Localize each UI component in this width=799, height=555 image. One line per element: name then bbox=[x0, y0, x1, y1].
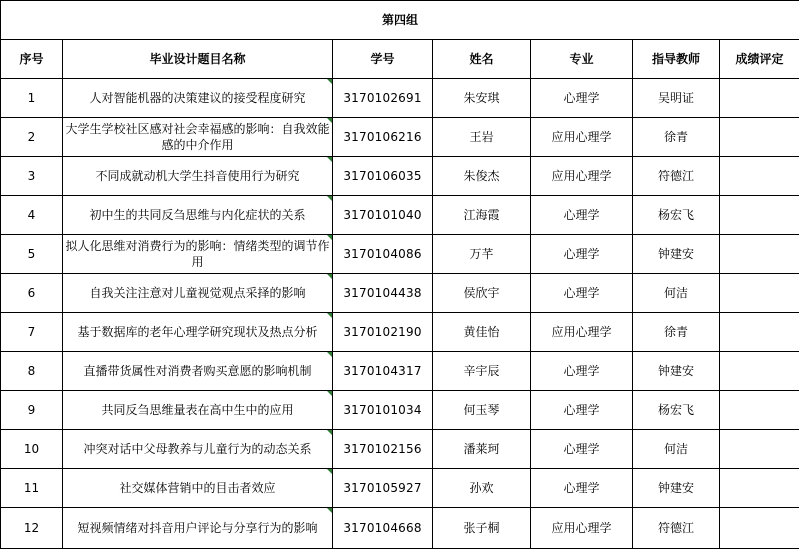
header-major[interactable]: 专业 bbox=[531, 40, 633, 79]
cell-student-id[interactable]: 3170102691 bbox=[333, 79, 433, 118]
cell-advisor[interactable]: 吴明证 bbox=[633, 79, 720, 118]
cell-major[interactable]: 心理学 bbox=[531, 391, 633, 430]
cell-grade[interactable] bbox=[720, 391, 799, 430]
cell-grade[interactable] bbox=[720, 79, 799, 118]
cell-advisor[interactable]: 符德江 bbox=[633, 157, 720, 196]
header-topic[interactable]: 毕业设计题目名称 bbox=[63, 40, 333, 79]
cell-topic[interactable]: 人对智能机器的决策建议的接受程度研究 bbox=[63, 79, 333, 118]
cell-topic[interactable]: 基于数据库的老年心理学研究现状及热点分析 bbox=[63, 313, 333, 352]
cell-advisor[interactable]: 钟建安 bbox=[633, 235, 720, 274]
header-index[interactable]: 序号 bbox=[1, 40, 63, 79]
cell-major[interactable]: 应用心理学 bbox=[531, 118, 633, 157]
cell-topic[interactable]: 大学生学校社区感对社会幸福感的影响：自我效能感的中介作用 bbox=[63, 118, 333, 157]
cell-name[interactable]: 朱俊杰 bbox=[433, 157, 531, 196]
table-row bbox=[1, 274, 799, 313]
cell-student-id[interactable]: 3170102156 bbox=[333, 430, 433, 469]
cell-grade[interactable] bbox=[720, 469, 799, 508]
cell-advisor[interactable]: 钟建安 bbox=[633, 469, 720, 508]
table-row bbox=[1, 508, 799, 549]
cell-name[interactable]: 侯欣宇 bbox=[433, 274, 531, 313]
cell-topic[interactable]: 不同成就动机大学生抖音使用行为研究 bbox=[63, 157, 333, 196]
cell-topic[interactable]: 自我关注注意对儿童视觉观点采择的影响 bbox=[63, 274, 333, 313]
cell-grade[interactable] bbox=[720, 157, 799, 196]
cell-advisor[interactable]: 符德江 bbox=[633, 508, 720, 549]
cell-name[interactable]: 江海霞 bbox=[433, 196, 531, 235]
table-row bbox=[1, 118, 799, 157]
cell-grade[interactable] bbox=[720, 352, 799, 391]
cell-index[interactable]: 3 bbox=[1, 157, 63, 196]
table-row bbox=[1, 352, 799, 391]
cell-name[interactable]: 辛宇辰 bbox=[433, 352, 531, 391]
cell-major[interactable]: 应用心理学 bbox=[531, 157, 633, 196]
cell-name[interactable]: 孙欢 bbox=[433, 469, 531, 508]
cell-index[interactable]: 4 bbox=[1, 196, 63, 235]
cell-name[interactable]: 朱安琪 bbox=[433, 79, 531, 118]
cell-student-id[interactable]: 3170106035 bbox=[333, 157, 433, 196]
cell-student-id[interactable]: 3170101034 bbox=[333, 391, 433, 430]
cell-grade[interactable] bbox=[720, 235, 799, 274]
cell-advisor[interactable]: 杨宏飞 bbox=[633, 391, 720, 430]
cell-grade[interactable] bbox=[720, 430, 799, 469]
cell-index[interactable]: 11 bbox=[1, 469, 63, 508]
cell-name[interactable]: 万芊 bbox=[433, 235, 531, 274]
cell-index[interactable]: 5 bbox=[1, 235, 63, 274]
cell-advisor[interactable]: 何洁 bbox=[633, 430, 720, 469]
table-row bbox=[1, 157, 799, 196]
header-name[interactable]: 姓名 bbox=[433, 40, 531, 79]
title-row bbox=[1, 1, 799, 40]
table-row bbox=[1, 196, 799, 235]
cell-major[interactable]: 心理学 bbox=[531, 235, 633, 274]
cell-index[interactable]: 12 bbox=[1, 508, 63, 549]
cell-major[interactable]: 心理学 bbox=[531, 196, 633, 235]
cell-name[interactable]: 王岩 bbox=[433, 118, 531, 157]
cell-topic[interactable]: 共同反刍思维量表在高中生中的应用 bbox=[63, 391, 333, 430]
cell-topic[interactable]: 拟人化思维对消费行为的影响：情绪类型的调节作用 bbox=[63, 235, 333, 274]
cell-grade[interactable] bbox=[720, 274, 799, 313]
cell-major[interactable]: 心理学 bbox=[531, 469, 633, 508]
cell-topic[interactable]: 短视频情绪对抖音用户评论与分享行为的影响 bbox=[63, 508, 333, 549]
table-row bbox=[1, 79, 799, 118]
cell-advisor[interactable]: 徐青 bbox=[633, 313, 720, 352]
table-row bbox=[1, 430, 799, 469]
cell-name[interactable]: 张子桐 bbox=[433, 508, 531, 549]
table-row bbox=[1, 391, 799, 430]
table-row bbox=[1, 235, 799, 274]
cell-student-id[interactable]: 3170102190 bbox=[333, 313, 433, 352]
header-grade[interactable]: 成绩评定 bbox=[720, 40, 799, 79]
cell-major[interactable]: 心理学 bbox=[531, 79, 633, 118]
cell-topic[interactable]: 初中生的共同反刍思维与内化症状的关系 bbox=[63, 196, 333, 235]
cell-topic[interactable]: 直播带货属性对消费者购买意愿的影响机制 bbox=[63, 352, 333, 391]
cell-index[interactable]: 7 bbox=[1, 313, 63, 352]
cell-name[interactable]: 黄佳怡 bbox=[433, 313, 531, 352]
cell-index[interactable]: 2 bbox=[1, 118, 63, 157]
cell-grade[interactable] bbox=[720, 508, 799, 549]
cell-topic[interactable]: 冲突对话中父母教养与儿童行为的动态关系 bbox=[63, 430, 333, 469]
cell-advisor[interactable]: 徐青 bbox=[633, 118, 720, 157]
cell-index[interactable]: 1 bbox=[1, 79, 63, 118]
cell-name[interactable]: 潘莱珂 bbox=[433, 430, 531, 469]
cell-index[interactable]: 8 bbox=[1, 352, 63, 391]
cell-major[interactable]: 心理学 bbox=[531, 352, 633, 391]
cell-index[interactable]: 9 bbox=[1, 391, 63, 430]
cell-grade[interactable] bbox=[720, 196, 799, 235]
cell-major[interactable]: 心理学 bbox=[531, 430, 633, 469]
cell-student-id[interactable]: 3170104438 bbox=[333, 274, 433, 313]
cell-name[interactable]: 何玉琴 bbox=[433, 391, 531, 430]
cell-major[interactable]: 心理学 bbox=[531, 274, 633, 313]
cell-student-id[interactable]: 3170101040 bbox=[333, 196, 433, 235]
cell-student-id[interactable]: 3170104086 bbox=[333, 235, 433, 274]
cell-student-id[interactable]: 3170105927 bbox=[333, 469, 433, 508]
header-advisor[interactable]: 指导教师 bbox=[633, 40, 720, 79]
cell-major[interactable]: 应用心理学 bbox=[531, 508, 633, 549]
cell-advisor[interactable]: 钟建安 bbox=[633, 352, 720, 391]
cell-major[interactable]: 应用心理学 bbox=[531, 313, 633, 352]
cell-grade[interactable] bbox=[720, 313, 799, 352]
cell-grade[interactable] bbox=[720, 118, 799, 157]
cell-student-id[interactable]: 3170104668 bbox=[333, 508, 433, 549]
group-title[interactable]: 第四组 bbox=[1, 1, 799, 40]
cell-index[interactable]: 6 bbox=[1, 274, 63, 313]
cell-topic[interactable]: 社交媒体营销中的目击者效应 bbox=[63, 469, 333, 508]
cell-index[interactable]: 10 bbox=[1, 430, 63, 469]
cell-advisor[interactable]: 杨宏飞 bbox=[633, 196, 720, 235]
table-row bbox=[1, 469, 799, 508]
header-row bbox=[1, 40, 799, 79]
table-row bbox=[1, 313, 799, 352]
cell-advisor[interactable]: 何洁 bbox=[633, 274, 720, 313]
cell-student-id[interactable]: 3170106216 bbox=[333, 118, 433, 157]
cell-student-id[interactable]: 3170104317 bbox=[333, 352, 433, 391]
table-body bbox=[1, 79, 799, 549]
header-student-id[interactable]: 学号 bbox=[333, 40, 433, 79]
